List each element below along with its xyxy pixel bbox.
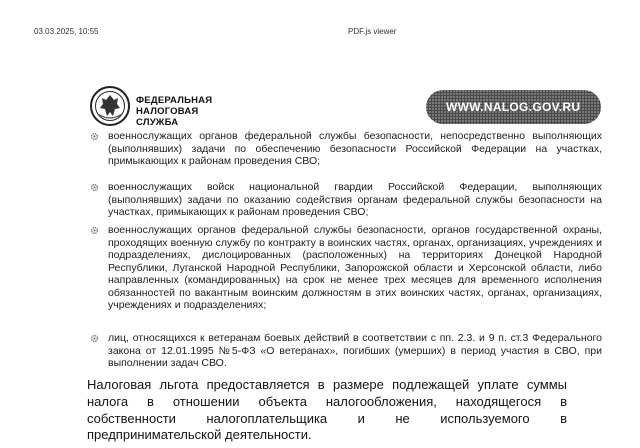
org-name-line2: НАЛОГОВАЯ СЛУЖБА [136,106,199,128]
print-header [34,27,608,39]
org-name-line1: ФЕДЕРАЛЬНАЯ [136,95,213,106]
fns-logo [90,86,240,130]
list-item-text: военнослужащих органов федеральной службы безопасности, непосредственно выполняющих (выполнявших) задачи по обеспечению безопасности Российской Федерации на участках, примыкающих к районам проведения СВО; [108,130,602,167]
list-item [90,224,602,328]
gear-bullet-icon [90,132,99,141]
fns-emblem-icon [90,86,130,126]
list-item [90,332,602,372]
org-name [136,95,240,128]
gear-bullet-icon [90,226,99,235]
list-item [90,181,602,221]
list-item-text: военнослужащих войск национальной гвардии Российской Федерации, выполняющих (выполнявших) задачи по оказанию содействия органам федеральной службы безопасности на участках, примыкающих к районам проведения СВО; [108,181,602,218]
list-item-text: военнослужащих органов федеральной службы безопасности, органов государственной охраны, проходящих военную службу по контракту в воинских частях, органах, организациях, учреждениях и подразделениях, дислоцированных (расположенных) на территориях Донецкой Народной Республики, Луганской Народной Республики, Запорожской области и Херсонской области, либо направленных (командированных) на срок не менее трех месяцев для временного исполнения обязанностей по вакантным воинским должностям в этих воинских частях, органах, организациях, учреждениях и подразделениях; [108,224,602,311]
website-banner-text: WWW.NALOG.GOV.RU [446,100,581,114]
gear-bullet-icon [90,183,99,192]
website-banner [426,90,601,124]
gear-bullet-icon [90,334,99,343]
print-title: PDF.js viewer [348,27,397,36]
closing-paragraph: Налоговая льгота предоставляется в размере подлежащей уплате суммы налога в отношении объекта налогообложения, находящегося в собственности налогоплательщика и не используемого в предпринимательской деятельности. [87,377,567,443]
print-date: 03.03.2025, 10:55 [34,27,99,36]
list-item-text: лиц, относящихся к ветеранам боевых действий в соответствии с пп. 2.3. и 9 п. ст.3 Федерального закона от 12.01.1995 №5-ФЗ «О ветеранах», погибших (умерших) в период участия в СВО, при выполнении задач СВО. [108,332,602,369]
list-item [90,130,602,178]
